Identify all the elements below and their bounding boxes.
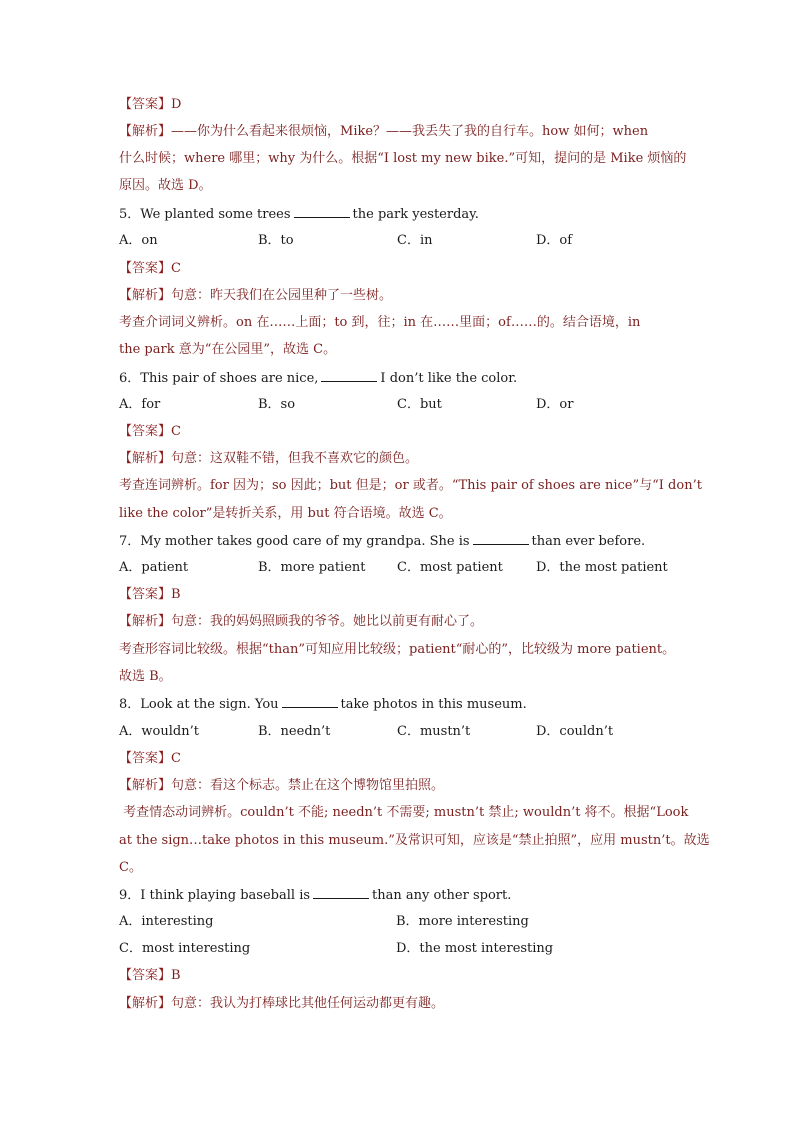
option-a: A．for [119,397,161,412]
option-a: A．wouldn’t [119,724,199,739]
q5-analysis-line-3: the park 意为“在公园里”，故选 C。 [119,342,337,357]
q6-analysis-line-1 [119,450,418,468]
option-b: B．more patient [258,560,366,575]
analysis-label: 【解析】 [119,778,172,793]
answer-blank [313,886,369,899]
answer-value: B [171,968,181,983]
q9-analysis-line-1 [119,995,444,1013]
q6-options [119,396,679,414]
option-c: C．most interesting [119,941,251,956]
q5-stem [119,205,479,224]
analysis-text: ——你为什么看起来很烦恼，Mike？——我丢失了我的自行车。how 如何；when [171,124,649,139]
answer-label: 【答案】 [119,751,172,766]
q6-analysis-line-3: like the color”是转折关系，用 but 符合语境。故选 C。 [119,506,452,521]
option-c: C．in [397,233,433,248]
q5-answer [119,260,181,278]
q6-stem [119,369,517,388]
q9-options-row-2 [119,940,679,958]
q5-analysis-line-2: 考查介词词义辨析。on 在……上面；to 到，往；in 在……里面；of……的。结合语境，in [119,315,641,330]
answer-label: 【答案】 [119,587,172,602]
option-b: B．so [258,397,296,412]
option-a: A．on [119,233,158,248]
answer-value: C [171,751,181,766]
answer-label: 【答案】 [119,968,172,983]
q7-answer [119,586,181,604]
q8-options [119,723,679,741]
answer-blank [294,205,350,218]
answer-value: C [171,424,181,439]
answer-value: D [171,97,182,112]
analysis-text: 句意：我认为打棒球比其他任何运动都更有趣。 [171,996,445,1011]
q4-analysis-line-3: 原因。故选 D。 [119,178,212,193]
stem-before: 5．We planted some trees [119,207,291,222]
stem-after: I don’t like the color. [380,371,518,386]
stem-before: 7．My mother takes good care of my grandpa. She is [119,534,470,549]
stem-after: than ever before. [531,534,646,549]
option-a: A．interesting [119,914,214,929]
option-d: D．or [536,397,574,412]
answer-value: B [171,587,181,602]
q9-stem [119,886,511,905]
stem-after: the park yesterday. [352,207,479,222]
option-b: B．needn’t [258,724,331,739]
q7-analysis-line-1 [119,613,483,631]
analysis-label: 【解析】 [119,451,172,466]
answer-blank [282,695,338,708]
q4-analysis-line-2: 什么时候；where 哪里；why 为什么。根据“I lost my new bike.”可知，提问的是 Mike 烦恼的 [119,151,687,166]
q8-analysis-line-4: C。 [119,860,142,875]
option-c: C．mustn’t [397,724,471,739]
q8-answer [119,750,181,768]
q5-options [119,232,679,250]
analysis-label: 【解析】 [119,124,172,139]
analysis-text: 句意：我的妈妈照顾我的爷爷。她比以前更有耐心了。 [171,614,484,629]
q8-analysis-line-2: 考查情态动词辨析。couldn’t 不能; needn’t 不需要; mustn’t 禁止; wouldn’t 将不。根据“Look [119,805,689,820]
answer-blank [473,532,529,545]
q4-analysis-line-1 [119,123,648,141]
analysis-label: 【解析】 [119,996,172,1011]
analysis-text: 句意：昨天我们在公园里种了一些树。 [171,288,393,303]
answer-label: 【答案】 [119,261,172,276]
option-a: A．patient [119,560,189,575]
stem-after: take photos in this museum. [340,697,527,712]
analysis-label: 【解析】 [119,614,172,629]
stem-before: 6．This pair of shoes are nice, [119,371,319,386]
option-d: D．the most interesting [396,941,554,956]
analysis-label: 【解析】 [119,288,172,303]
analysis-text: 句意：这双鞋不错，但我不喜欢它的颜色。 [171,451,419,466]
stem-after: than any other sport. [372,888,512,903]
q7-options [119,559,679,577]
q7-stem [119,532,645,551]
q4-answer [119,96,181,114]
q8-analysis-line-1 [119,777,444,795]
option-b: B．to [258,233,294,248]
stem-before: 8．Look at the sign. You [119,697,279,712]
q9-answer [119,967,181,985]
option-d: D．couldn’t [536,724,614,739]
q7-analysis-line-2: 考查形容词比较级。根据“than”可知应用比较级；patient“耐心的”，比较级为 more patient。 [119,642,676,657]
answer-label: 【答案】 [119,424,172,439]
q7-analysis-line-3: 故选 B。 [119,669,172,684]
q8-analysis-line-3: at the sign…take photos in this museum.”及常识可知，应该是“禁止拍照”，应用 mustn’t。故选 [119,833,710,848]
analysis-text: 句意：看这个标志。禁止在这个博物馆里拍照。 [171,778,445,793]
stem-before: 9．I think playing baseball is [119,888,311,903]
answer-blank [321,369,377,382]
option-d: D．of [536,233,573,248]
answer-label: 【答案】 [119,97,172,112]
q6-answer [119,423,181,441]
option-c: C．but [397,397,442,412]
option-b: B．more interesting [396,914,529,929]
q9-options-row-1 [119,913,679,931]
q8-stem [119,695,527,714]
option-c: C．most patient [397,560,503,575]
q5-analysis-line-1 [119,287,392,305]
answer-value: C [171,261,181,276]
q6-analysis-line-2: 考查连词辨析。for 因为；so 因此；but 但是；or 或者。“This pair of shoes are nice”与“I don’t [119,478,702,493]
option-d: D．the most patient [536,560,668,575]
